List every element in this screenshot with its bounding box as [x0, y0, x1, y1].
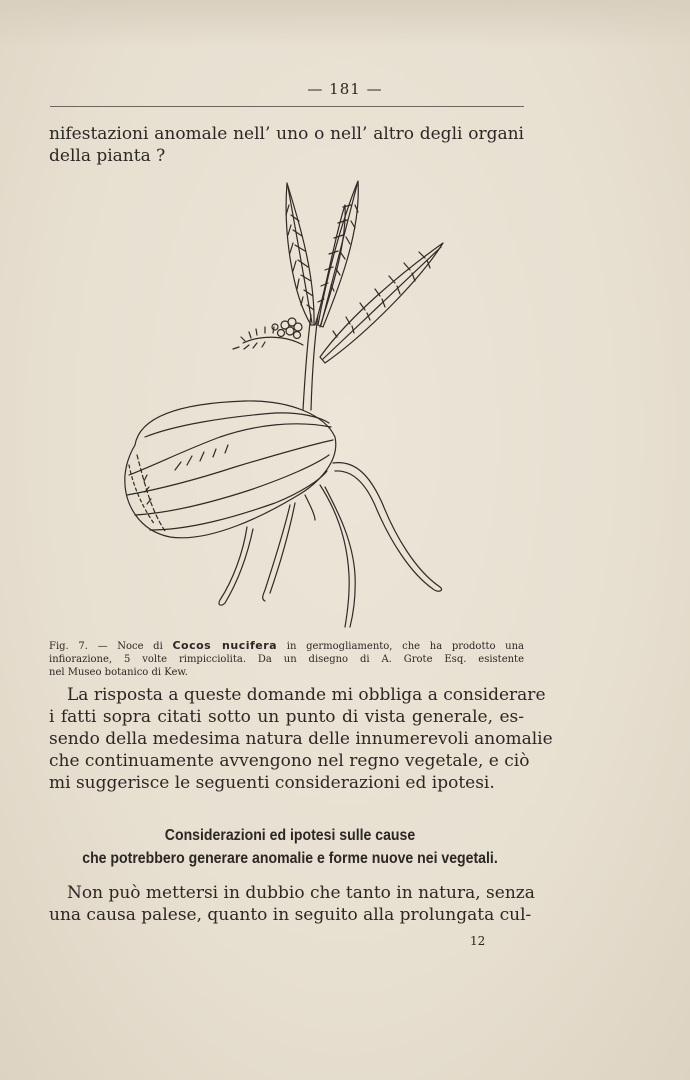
- text-line: nifestazioni anomale nell’ uno o nell’ altro degli organi: [49, 124, 524, 144]
- caption-line: nel Museo botanico di Kew.: [49, 667, 188, 678]
- section-heading-line-1: Considerazioni ed ipotesi sulle cause: [164, 827, 416, 844]
- section-heading-line-2: che potrebbero generare anomalie e forme nuove nei vegetali.: [82, 850, 498, 867]
- text-line: una causa palese, quanto in seguito alla prolungata cul-: [49, 905, 532, 925]
- text-line: Non può mettersi in dubbio che tanto in natura, senza: [67, 883, 535, 903]
- text-line: della pianta ?: [49, 146, 166, 166]
- caption-line1-rest: in germogliamento, che ha prodotto una: [286, 641, 525, 652]
- caption-line: infiorazione, 5 volte rimpicciolita. Da un disegno di A. Grote Esq. esistente: [49, 654, 524, 665]
- page-number: — 181 —: [307, 80, 383, 98]
- caption-line: [49, 639, 524, 653]
- page-shadow: [0, 0, 690, 48]
- text-line: i fatti sopra citati sotto un punto di vista generale, es-: [49, 707, 524, 727]
- text-line: mi suggerisce le seguenti considerazioni ed ipotesi.: [49, 773, 495, 793]
- paragraph-1: [49, 684, 553, 794]
- text-line: sendo della medesima natura delle innumerevoli anomalie: [49, 729, 553, 749]
- text-line: La risposta a queste domande mi obbliga a considerare: [67, 685, 546, 705]
- text-line: che continuamente avvengono nel regno vegetale, e ciò: [49, 751, 530, 771]
- figure-caption: [49, 639, 524, 679]
- coconut-germination-illustration: [115, 175, 455, 635]
- header-rule: [50, 106, 524, 107]
- paragraph-2: [49, 882, 535, 926]
- intro-text: [49, 123, 524, 167]
- signature-mark: 12: [470, 934, 486, 948]
- caption-species: Cocos nucifera: [172, 639, 278, 652]
- caption-prefix: Fig. 7. — Noce di: [49, 641, 163, 652]
